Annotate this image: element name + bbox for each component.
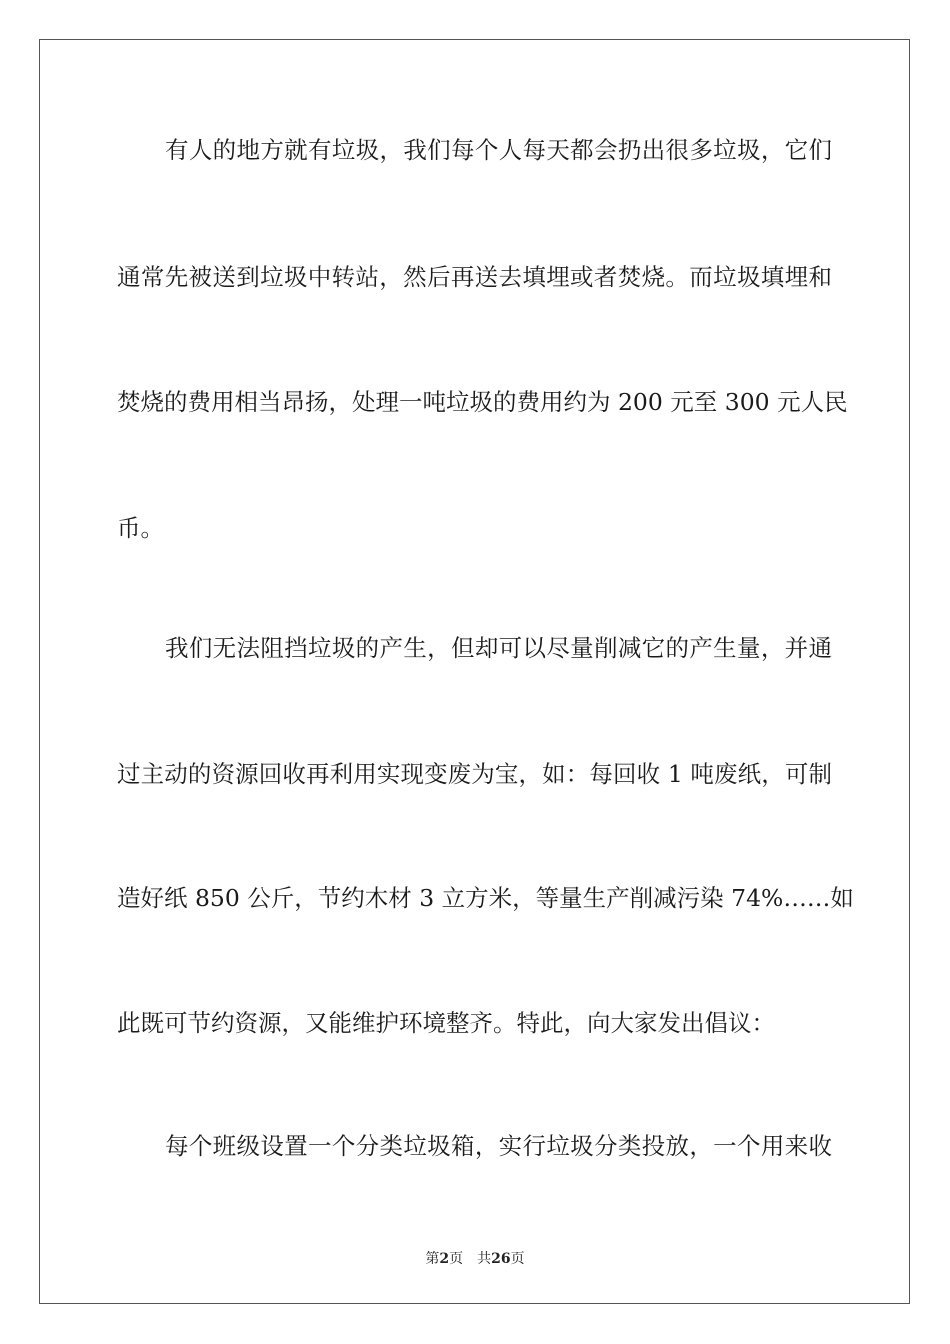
page-border [39, 39, 910, 1304]
footer-page-prefix: 第 [425, 1251, 440, 1267]
paragraph-3-line-1: 每个班级设置一个分类垃圾箱，实行垃圾分类投放，一个用来收 [165, 1132, 832, 1160]
footer-page-number: 2 [439, 1251, 450, 1267]
paragraph-1-line-2: 通常先被送到垃圾中转站，然后再送去填埋或者焚烧。而垃圾填埋和 [117, 263, 832, 291]
paragraph-2-line-3: 造好纸 850 公斤，节约木材 3 立方米，等量生产削减污染 74%……如 [117, 884, 854, 912]
paragraph-2-line-2: 过主动的资源回收再利用实现变废为宝，如：每回收 1 吨废纸，可制 [117, 760, 832, 788]
paragraph-1-line-1: 有人的地方就有垃圾，我们每个人每天都会扔出很多垃圾，它们 [165, 136, 832, 164]
paragraph-1-line-3: 焚烧的费用相当昂扬，处理一吨垃圾的费用约为 200 元至 300 元人民 [117, 388, 848, 416]
paragraph-2-line-4: 此既可节约资源，又能维护环境整齐。特此，向大家发出倡议： [117, 1009, 775, 1037]
page-footer [0, 1250, 950, 1268]
footer-total-suffix: 页 [510, 1251, 525, 1267]
footer-page-suffix: 页 [449, 1251, 464, 1267]
paragraph-2-line-1: 我们无法阻挡垃圾的产生，但却可以尽量削减它的产生量，并通 [165, 634, 832, 662]
footer-total-prefix: 共 [477, 1251, 492, 1267]
paragraph-1-line-4: 币。 [117, 514, 164, 542]
footer-total-pages: 26 [491, 1251, 511, 1267]
